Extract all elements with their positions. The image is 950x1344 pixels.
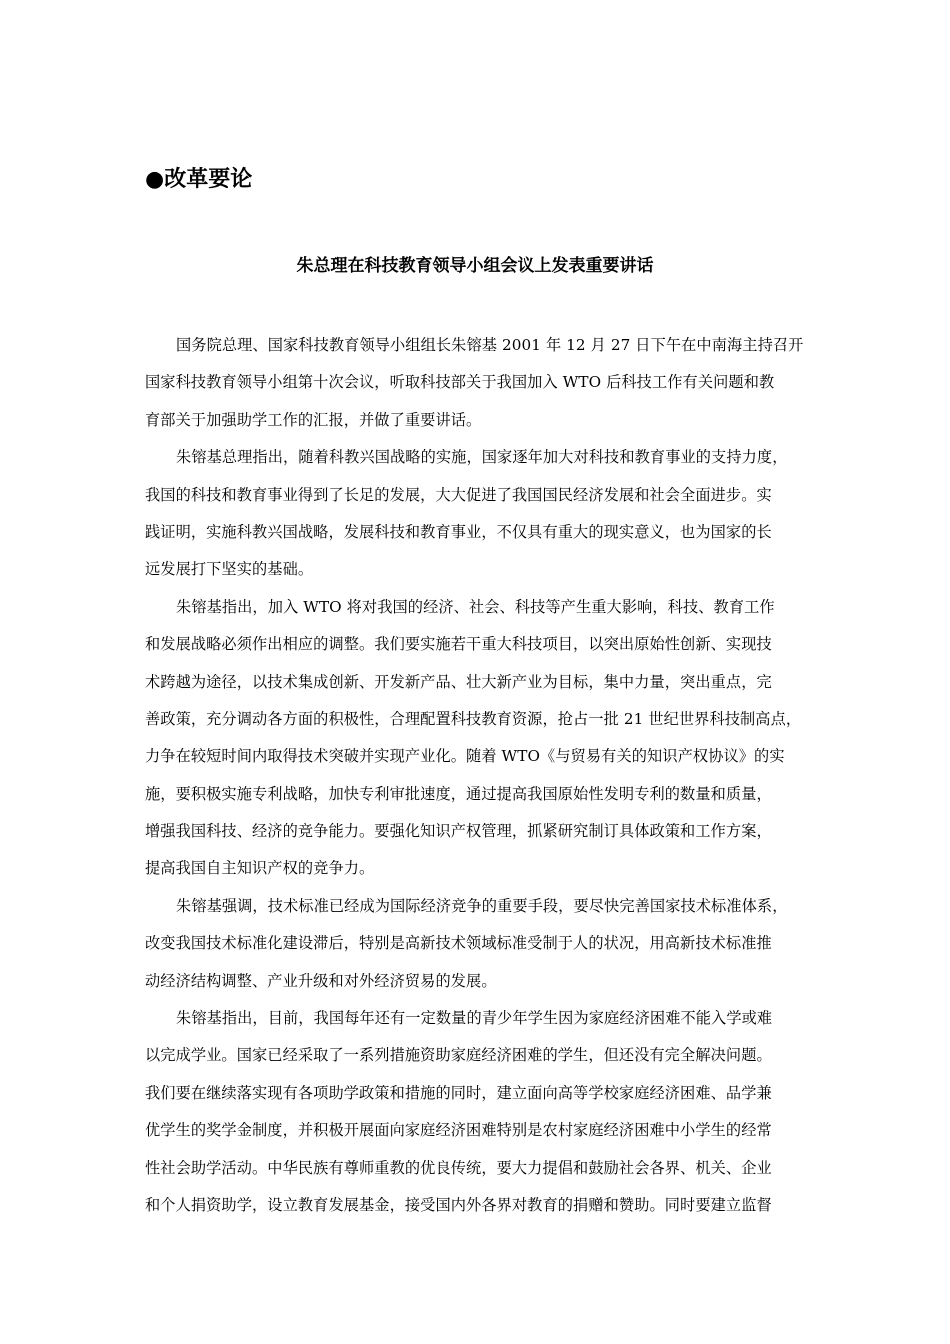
text-line: 朱镕基指出，目前，我国每年还有一定数量的青少年学生因为家庭经济困难不能入学或难 bbox=[176, 1009, 773, 1028]
text-line: 我们要在继续落实现有各项助学政策和措施的同时，建立面向高等学校家庭经济困难、品学兼 bbox=[145, 1083, 772, 1102]
text-line: 和发展战略必须作出相应的调整。我们要实施若干重大科技项目，以突出原始性创新、实现技 bbox=[145, 635, 772, 654]
article-title: 朱总理在科技教育领导小组会议上发表重要讲话 bbox=[296, 256, 654, 276]
paragraph bbox=[145, 589, 820, 888]
text-line: 术跨越为途径，以技术集成创新、开发新产品、壮大新产业为目标，集中力量，突出重点，完 bbox=[145, 672, 772, 691]
text-line: 施，要积极实施专利战略，加快专利审批速度，通过提高我国原始性发明专利的数量和质量， bbox=[145, 784, 772, 803]
text-line: 提高我国自主知识产权的竞争力。 bbox=[145, 859, 375, 878]
text-line: 育部关于加强助学工作的汇报，并做了重要讲话。 bbox=[145, 410, 482, 429]
text-line: 国务院总理、国家科技教育领导小组组长朱镕基 2001 年 12 月 27 日下午在中南海主持召开 bbox=[176, 336, 804, 354]
text-line: 性社会助学活动。中华民族有尊师重教的优良传统，要大力提倡和鼓励社会各界、机关、企业 bbox=[145, 1158, 772, 1177]
paragraph bbox=[145, 888, 820, 1000]
text-line: 优学生的奖学金制度，并积极开展面向家庭经济困难特别是农村家庭经济困难中小学生的经常 bbox=[145, 1121, 772, 1140]
text-line: 我国的科技和教育事业得到了长足的发展，大大促进了我国国民经济发展和社会全面进步。实 bbox=[145, 485, 772, 504]
paragraph bbox=[145, 439, 820, 589]
paragraph bbox=[145, 327, 820, 439]
text-line: 以完成学业。国家已经采取了一系列措施资助家庭经济困难的学生，但还没有完全解决问题。 bbox=[145, 1046, 772, 1065]
text-line: 改变我国技术标准化建设滞后，特别是高新技术领域标准受制于人的状况，用高新技术标准推 bbox=[145, 934, 772, 953]
text-line: 朱镕基总理指出，随着科教兴国战略的实施，国家逐年加大对科技和教育事业的支持力度， bbox=[176, 448, 788, 467]
paragraph bbox=[145, 1000, 820, 1224]
text-line: 力争在较短时间内取得技术突破并实现产业化。随着 WTO《与贸易有关的知识产权协议》的实 bbox=[145, 747, 785, 766]
article-body bbox=[145, 327, 820, 1224]
text-line: 朱镕基指出，加入 WTO 将对我国的经济、社会、科技等产生重大影响，科技、教育工作 bbox=[176, 597, 775, 616]
text-line: 和个人捐资助学，设立教育发展基金，接受国内外各界对教育的捐赠和赞助。同时要建立监督 bbox=[145, 1195, 772, 1214]
section-heading: ●改革要论 bbox=[145, 167, 253, 192]
text-line: 动经济结构调整、产业升级和对外经济贸易的发展。 bbox=[145, 971, 497, 990]
text-line: 远发展打下坚实的基础。 bbox=[145, 560, 314, 579]
text-line: 善政策，充分调动各方面的积极性，合理配置科技教育资源，抢占一批 21 世纪世界科技制高点， bbox=[145, 709, 802, 728]
text-line: 朱镕基强调，技术标准已经成为国际经济竞争的重要手段，要尽快完善国家技术标准体系， bbox=[176, 896, 788, 915]
text-line: 践证明，实施科教兴国战略，发展科技和教育事业，不仅具有重大的现实意义，也为国家的长 bbox=[145, 522, 772, 541]
text-line: 增强我国科技、经济的竞争能力。要强化知识产权管理，抓紧研究制订具体政策和工作方案， bbox=[145, 822, 772, 841]
text-line: 国家科技教育领导小组第十次会议，听取科技部关于我国加入 WTO 后科技工作有关问题和教 bbox=[145, 373, 775, 392]
